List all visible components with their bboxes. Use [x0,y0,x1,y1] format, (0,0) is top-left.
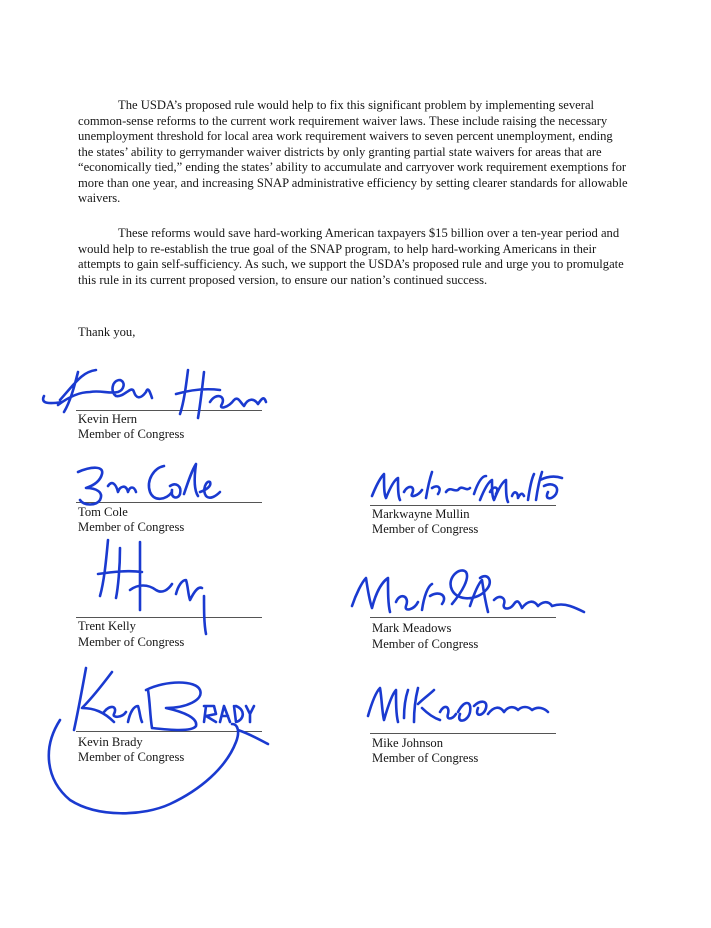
signature-line-mike-johnson [370,733,556,734]
signature-line-tom-cole [76,502,262,503]
signer-name-trent-kelly: Trent Kelly [78,619,136,633]
signature-mark-meadows [352,570,584,612]
letter-paragraph-2: These reforms would save hard-working American taxpayers $15 billion over a ten-year period and would help to re-establish the true goal of the SNAP program, to help hard-working Americans in their attempts to gain self-sufficiency. As such, we support the USDA’s proposed rule and urge you to promulgate this rule in its current proposed version, to ensure our nation’s continued success. [78,226,624,287]
signature-line-trent-kelly [76,617,262,618]
signature-tom-cole [78,464,220,505]
closing-salutation: Thank you, [78,325,136,339]
letter-paragraph-1: The USDA’s proposed rule would help to fix this significant problem by implementing several common-sense reforms to the current work requirement waiver laws. These include raising the necessary unemployment threshold for local area work requirement waivers to seven percent unemployment, ending the states’ ability to gerrymander waiver districts by only granting partial state waivers for areas that are “economically tied,” ending the states’ ability to accumulate and carryover work requirement exemptions for more than one year, and increasing SNAP administrative efficiency by setting clearer standards for allowable waivers. [78,98,628,205]
signer-name-markwayne-mullin: Markwayne Mullin [372,507,470,521]
signer-role-trent-kelly: Member of Congress [78,635,185,649]
signature-mike-johnson [368,688,548,722]
signer-role-kevin-hern: Member of Congress [78,427,185,441]
signature-line-markwayne-mullin [370,505,556,506]
signature-line-kevin-brady [76,731,262,732]
signer-role-kevin-brady: Member of Congress [78,750,185,764]
signature-markwayne-mullin [372,472,562,502]
signature-line-kevin-hern [76,410,262,411]
signer-role-tom-cole: Member of Congress [78,520,185,534]
signer-name-kevin-hern: Kevin Hern [78,412,138,426]
signature-line-mark-meadows [370,617,556,618]
signer-name-tom-cole: Tom Cole [78,505,128,519]
signer-name-mike-johnson: Mike Johnson [372,736,444,750]
signer-role-mark-meadows: Member of Congress [372,637,479,651]
signer-role-mike-johnson: Member of Congress [372,751,479,765]
signer-name-kevin-brady: Kevin Brady [78,735,143,749]
signer-role-markwayne-mullin: Member of Congress [372,522,479,536]
signer-name-mark-meadows: Mark Meadows [372,621,452,635]
